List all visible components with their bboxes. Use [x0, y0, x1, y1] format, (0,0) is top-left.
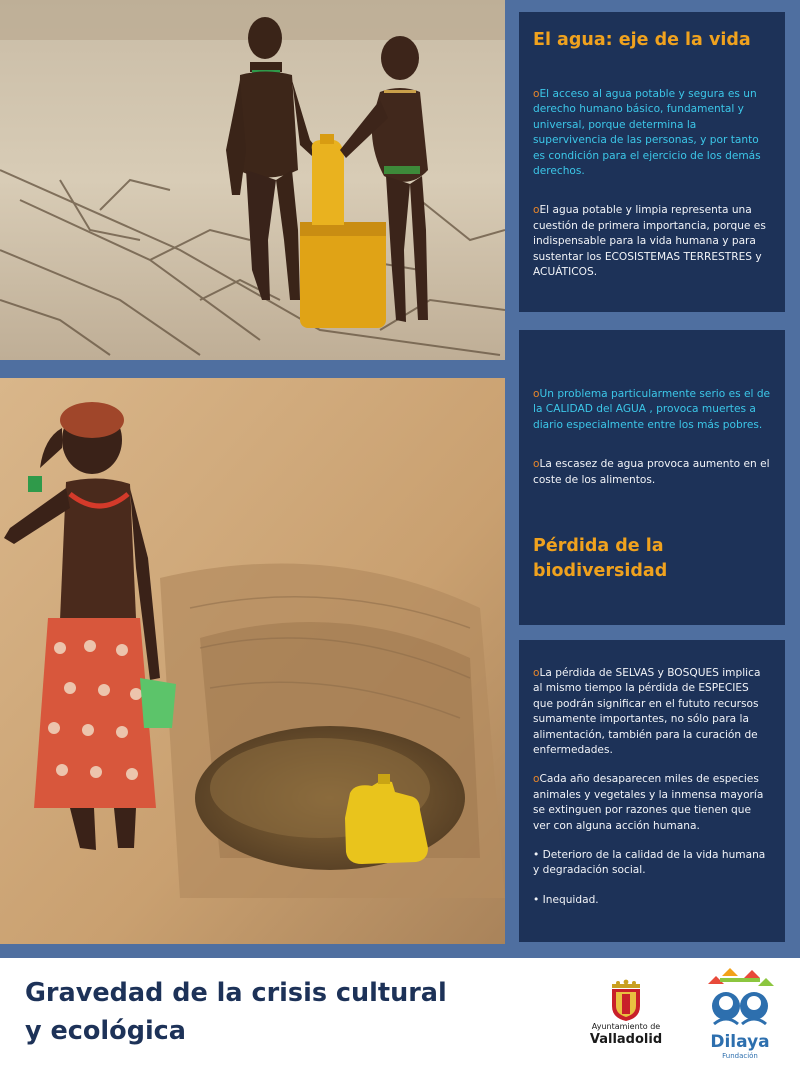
paragraph-agua-potable-text: El agua potable y limpia representa una cuestión de primera importancia, porque es indispensable para la vida humana y para sustentar los ECOSISTEMAS TERRESTRES y ACUÁTICOS.	[533, 204, 766, 279]
bullet-deterioro	[533, 848, 771, 879]
paragraph-selvas-bosques-text: La pérdida de SELVAS y BOSQUES implica al mismo tiempo la pérdida de ESPECIES que podrán significar en el fututo recursos sumamente importantes, no sólo para la alimentación, también para la curación de enfermedades.	[533, 667, 761, 757]
photo-child-waterhole	[0, 378, 505, 944]
heading-biodiversidad-line1: Pérdida de la	[533, 536, 664, 557]
valladolid-caption-small: Ayuntamiento de	[591, 1022, 661, 1031]
paragraph-especies-extincion-text: Cada año desaparecen miles de especies animales y vegetales y la inmensa mayoría se extinguen por razones que tienen que ver con alguna acción humana.	[533, 773, 764, 832]
paragraph-selvas-bosques	[533, 640, 771, 758]
bullet-marker: o	[533, 204, 540, 217]
paragraph-escasez-agua	[533, 457, 771, 488]
paragraph-acceso-agua	[533, 87, 771, 179]
bullet-inequidad-text: Inequidad.	[542, 893, 599, 906]
photo-children-water-containers	[0, 0, 505, 360]
paragraph-acceso-agua-text: El acceso al agua potable y segura es un derecho humano básico, fundamental y universal, porque determina la supervivencia de las personas, y por tanto es condición para el ejercicio de los demás derechos.	[533, 88, 761, 178]
heading-biodiversidad	[533, 534, 771, 584]
paragraph-calidad-agua	[533, 330, 771, 433]
paragraph-calidad-agua-text: Un problema particularmente serio es el de la CALIDAD del AGUA , provoca muertes a diario especialmente entre los más pobres.	[533, 388, 771, 431]
dilaya-wordmark: Dilaya	[710, 1032, 770, 1052]
text-panel-agua	[519, 12, 785, 312]
valladolid-crest-icon	[586, 978, 666, 1022]
bullet-marker: o	[533, 388, 540, 400]
poster-title-line2: y ecológica	[25, 1016, 187, 1046]
bullet-inequidad	[533, 893, 771, 908]
dilaya-logo	[700, 966, 780, 1062]
poster-title	[25, 974, 447, 1050]
dilaya-subtitle: Fundación	[722, 1052, 758, 1060]
paragraph-agua-potable	[533, 203, 771, 280]
valladolid-logo	[586, 978, 666, 1058]
dilaya-children-icon	[700, 966, 780, 1032]
bullet-marker: o	[533, 667, 540, 679]
bullet-deterioro-text: Deterioro de la calidad de la vida humana y degradación social.	[533, 849, 766, 877]
bullet-marker: o	[533, 88, 540, 100]
bullet-marker: •	[533, 849, 540, 862]
bullet-marker: o	[533, 458, 540, 471]
text-panel-especies	[519, 640, 785, 942]
paragraph-especies-extincion	[533, 772, 771, 834]
poster-title-line1: Gravedad de la crisis cultural	[25, 978, 447, 1008]
bullet-marker: •	[533, 893, 540, 906]
heading-biodiversidad-line2: biodiversidad	[533, 561, 668, 582]
text-panel-calidad	[519, 330, 785, 625]
paragraph-escasez-agua-text: La escasez de agua provoca aumento en el coste de los alimentos.	[533, 458, 770, 486]
valladolid-caption-big: Valladolid	[589, 1032, 663, 1047]
bullet-marker: o	[533, 773, 540, 786]
heading-agua: El agua: eje de la vida	[533, 30, 751, 50]
